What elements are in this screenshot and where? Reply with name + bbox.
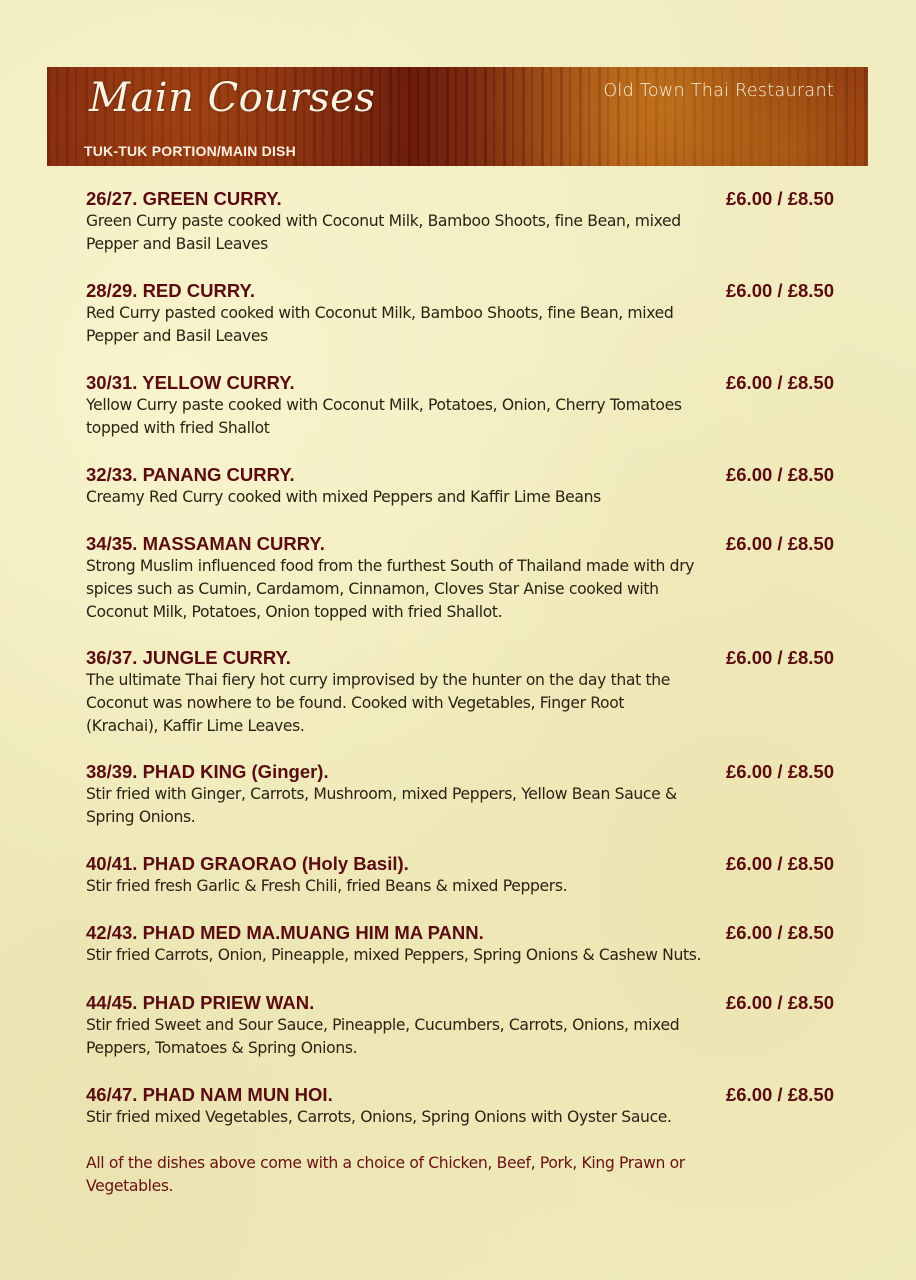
item-price: £6.00 / £8.50 — [725, 533, 834, 554]
item-price: £6.00 / £8.50 — [725, 922, 834, 943]
item-description-line: Coconut Milk, Potatoes, Onion topped with fried Shallot. — [86, 603, 503, 621]
item-description-line: Pepper and Basil Leaves — [86, 327, 268, 345]
footer-note — [86, 1152, 826, 1198]
menu-item — [86, 852, 834, 898]
menu-item — [86, 463, 834, 509]
footer-note-line: All of the dishes above come with a choice of Chicken, Beef, Pork, King Prawn or — [86, 1154, 685, 1172]
item-price: £6.00 / £8.50 — [725, 1084, 834, 1105]
item-description-line: The ultimate Thai fiery hot curry improvised by the hunter on the day that the — [86, 671, 670, 689]
item-name: 32/33. PANANG CURRY. — [86, 464, 295, 485]
item-name: 42/43. PHAD MED MA.MUANG HIM MA PANN. — [86, 922, 484, 943]
menu-item — [86, 279, 834, 348]
item-description-line: Stir fried Carrots, Onion, Pineapple, mixed Peppers, Spring Onions & Cashew Nuts. — [86, 946, 702, 964]
item-name: 28/29. RED CURRY. — [86, 280, 255, 301]
item-price: £6.00 / £8.50 — [725, 853, 834, 874]
item-description-line: Strong Muslim influenced food from the furthest South of Thailand made with dry — [86, 557, 695, 575]
menu-item — [86, 646, 834, 738]
item-description-line: Green Curry paste cooked with Coconut Milk, Bamboo Shoots, fine Bean, mixed — [86, 212, 681, 230]
item-price: £6.00 / £8.50 — [725, 372, 834, 393]
item-name: 38/39. PHAD KING (Ginger). — [86, 761, 329, 782]
item-price: £6.00 / £8.50 — [725, 992, 834, 1013]
menu-item — [86, 991, 834, 1060]
menu-item — [86, 371, 834, 440]
item-description-line: Stir fried mixed Vegetables, Carrots, Onions, Spring Onions with Oyster Sauce. — [86, 1108, 672, 1126]
item-description-line: Stir fried with Ginger, Carrots, Mushroom, mixed Peppers, Yellow Bean Sauce & — [86, 785, 677, 803]
item-description-line: Stir fried Sweet and Sour Sauce, Pineapple, Cucumbers, Carrots, Onions, mixed — [86, 1016, 680, 1034]
item-description-line: Stir fried fresh Garlic & Fresh Chili, fried Beans & mixed Peppers. — [86, 877, 568, 895]
page-subtitle: TUK-TUK PORTION/MAIN DISH — [84, 143, 296, 159]
item-description-line: Pepper and Basil Leaves — [86, 235, 268, 253]
menu-item — [86, 1083, 834, 1129]
restaurant-name: Old Town Thai Restaurant — [603, 81, 834, 101]
item-price: £6.00 / £8.50 — [725, 188, 834, 209]
item-description-line: topped with fried Shallot — [86, 419, 270, 437]
menu-item — [86, 187, 834, 256]
item-name: 44/45. PHAD PRIEW WAN. — [86, 992, 315, 1013]
item-price: £6.00 / £8.50 — [725, 647, 834, 668]
item-price: £6.00 / £8.50 — [725, 761, 834, 782]
item-description-line: Peppers, Tomatoes & Spring Onions. — [86, 1039, 358, 1057]
item-name: 26/27. GREEN CURRY. — [86, 188, 282, 209]
header-banner — [47, 67, 868, 166]
item-name: 34/35. MASSAMAN CURRY. — [86, 533, 325, 554]
item-description-line: Creamy Red Curry cooked with mixed Peppers and Kaffir Lime Beans — [86, 488, 601, 506]
item-description-line: Red Curry pasted cooked with Coconut Milk, Bamboo Shoots, fine Bean, mixed — [86, 304, 674, 322]
item-description-line: (Krachai), Kaffir Lime Leaves. — [86, 717, 305, 735]
item-name: 30/31. YELLOW CURRY. — [86, 372, 295, 393]
item-description-line: Spring Onions. — [86, 808, 196, 826]
item-name: 40/41. PHAD GRAORAO (Holy Basil). — [86, 853, 409, 874]
item-description-line: Yellow Curry paste cooked with Coconut Milk, Potatoes, Onion, Cherry Tomatoes — [86, 396, 682, 414]
footer-note-line: Vegetables. — [86, 1177, 174, 1195]
page-title: Main Courses — [89, 75, 376, 121]
item-price: £6.00 / £8.50 — [725, 464, 834, 485]
menu-item — [86, 532, 834, 624]
item-name: 46/47. PHAD NAM MUN HOI. — [86, 1084, 333, 1105]
item-price: £6.00 / £8.50 — [725, 280, 834, 301]
item-description-line: spices such as Cumin, Cardamom, Cinnamon, Cloves Star Anise cooked with — [86, 580, 659, 598]
item-description-line: Coconut was nowhere to be found. Cooked with Vegetables, Finger Root — [86, 694, 625, 712]
item-name: 36/37. JUNGLE CURRY. — [86, 647, 291, 668]
menu-item — [86, 921, 834, 967]
menu-item — [86, 760, 834, 829]
